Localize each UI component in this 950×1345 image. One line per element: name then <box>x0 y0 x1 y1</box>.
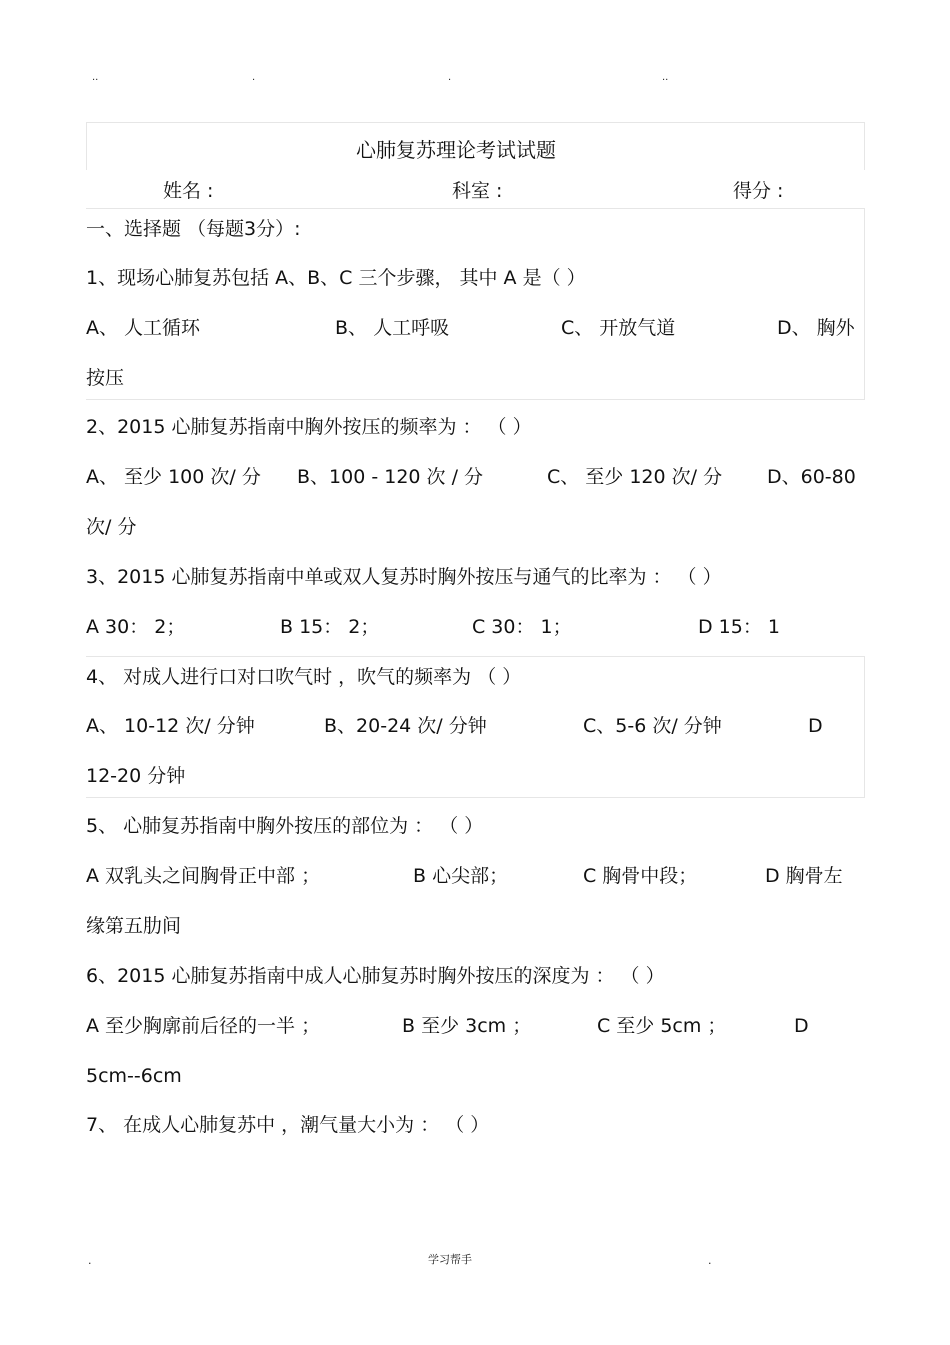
question-5-stem: 5、 心肺复苏指南中胸外按压的部位为 ： （ ） <box>86 815 484 837</box>
question-1-option-a: A、 人工循环 <box>86 317 201 339</box>
question-5-option-c: C 胸骨中段； <box>583 865 698 887</box>
score-label: 得分 : <box>733 180 784 202</box>
top-mark-4: .. <box>662 72 669 83</box>
question-2-continuation: 次/ 分 <box>86 516 137 538</box>
question-3-option-a: A 30： 2； <box>86 616 186 638</box>
question-1-stem: 1、现场心肺复苏包括 A、B、C 三个步骤， 其中 A 是（ ） <box>86 267 586 289</box>
question-3-option-b: B 15： 2； <box>280 616 380 638</box>
question-4-option-c: C、5-6 次/ 分钟 <box>583 715 722 737</box>
question-1-option-d: D、 胸外 <box>777 317 855 339</box>
question-6-option-a: A 至少胸廓前后径的一半 ； <box>86 1015 321 1037</box>
question-4-stem: 4、 对成人进行口对口吹气时 ，吹气的频率为 （ ） <box>86 666 522 688</box>
section-heading: 一、选择题 （每题3分）: <box>86 218 301 240</box>
footer-right-mark: . <box>708 1254 712 1267</box>
top-mark-3: . <box>448 72 452 83</box>
page-title: 心肺复苏理论考试试题 <box>356 138 556 162</box>
question-6-option-c: C 至少 5cm ； <box>597 1015 727 1037</box>
question-2-stem: 2、2015 心肺复苏指南中胸外按压的频率为 ： （ ） <box>86 416 532 438</box>
question-2-option-c: C、 至少 120 次/ 分 <box>547 466 723 488</box>
question-4-option-b: B、20-24 次/ 分钟 <box>324 715 487 737</box>
question-5-option-a: A 双乳头之间胸骨正中部 ； <box>86 865 321 887</box>
department-label: 科室 : <box>452 180 503 202</box>
question-6-option-d: D <box>794 1015 809 1037</box>
question-3-stem: 3、2015 心肺复苏指南中单或双人复苏时胸外按压与通气的比率为 ： （ ） <box>86 566 722 588</box>
question-4-option-d: D <box>808 715 823 737</box>
question-6-stem: 6、2015 心肺复苏指南中成人心肺复苏时胸外按压的深度为 ： （ ） <box>86 965 665 987</box>
question-2-option-a: A、 至少 100 次/ 分 <box>86 466 261 488</box>
question-3-option-c: C 30： 1； <box>472 616 572 638</box>
question-3-option-d: D 15： 1 <box>698 616 780 638</box>
question-2-option-d: D、60-80 <box>767 466 856 488</box>
question-1-continuation: 按压 <box>86 367 125 389</box>
question-5-continuation: 缘第五肋间 <box>86 915 182 937</box>
question-1-option-c: C、 开放气道 <box>561 317 676 339</box>
question-7-stem: 7、 在成人心肺复苏中 ，潮气量大小为 ： （ ） <box>86 1114 490 1136</box>
top-mark-2: . <box>252 72 256 83</box>
question-4-option-a: A、 10-12 次/ 分钟 <box>86 715 255 737</box>
question-5-option-b: B 心尖部； <box>413 865 509 887</box>
question-2-option-b: B、100 - 120 次 / 分 <box>297 466 484 488</box>
question-5-option-d: D 胸骨左 <box>765 865 843 887</box>
name-label: 姓名 : <box>163 180 214 202</box>
footer-text: 学习帮手 <box>428 1253 472 1266</box>
question-6-continuation: 5cm--6cm <box>86 1065 182 1087</box>
question-6-option-b: B 至少 3cm ； <box>402 1015 532 1037</box>
top-mark-1: .. <box>92 72 99 83</box>
question-4-continuation: 12-20 分钟 <box>86 765 186 787</box>
question-1-option-b: B、 人工呼吸 <box>335 317 450 339</box>
footer-left-mark: . <box>88 1254 92 1267</box>
